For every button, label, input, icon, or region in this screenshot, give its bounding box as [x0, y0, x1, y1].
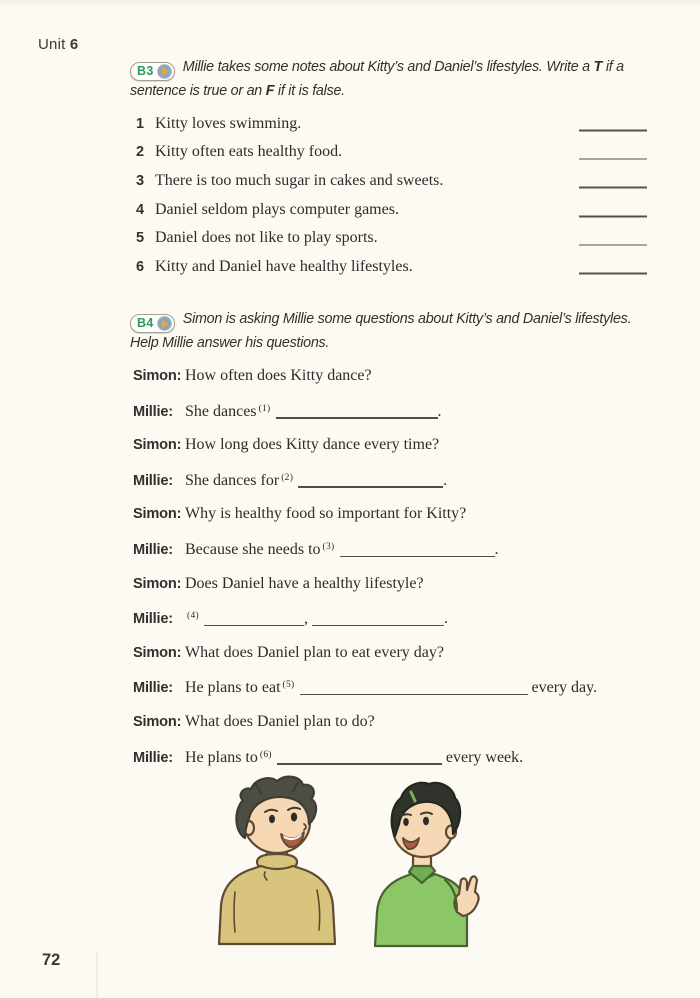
text-run: if it is false. [274, 82, 345, 99]
text-run: Because she needs to [185, 541, 321, 559]
dialogue-line [130, 675, 647, 699]
b4-instruction-text [130, 311, 631, 351]
blank-number: (3) [322, 542, 335, 553]
tf-item [130, 201, 647, 230]
speaker-label: Simon: [133, 714, 182, 730]
scan-spine-mark [96, 952, 98, 998]
page-content [130, 57, 647, 780]
dialogue-text [185, 642, 444, 663]
dialogue-text [185, 365, 372, 386]
b4-dialogue [130, 365, 647, 769]
item-number: 1 [136, 115, 145, 132]
dialogue-text [185, 468, 447, 491]
answer-blank [579, 215, 647, 217]
text-run: , [303, 610, 312, 628]
b4-instruction [130, 309, 647, 354]
tf-item [130, 229, 647, 258]
text-run: Why is healthy food so important for Kitty? [185, 505, 467, 523]
tf-item [130, 115, 647, 144]
dialogue-line [130, 711, 647, 733]
speaker-label: Simon: [133, 437, 182, 454]
answer-blank [579, 244, 647, 246]
b3-badge [130, 62, 175, 81]
speaker-label: Millie: [133, 611, 173, 628]
dialogue-line [130, 606, 647, 630]
text-run: She dances [185, 402, 257, 420]
blank-number: (4) [187, 611, 199, 622]
boy-left [219, 777, 335, 944]
item-number: 5 [136, 230, 145, 247]
audio-play-icon [157, 316, 172, 331]
answer-blank [276, 417, 438, 419]
speaker-label: Millie: [133, 542, 173, 559]
text-run: How often does Kitty dance? [185, 367, 372, 385]
text-run: T [593, 59, 603, 75]
blank-number: (2) [281, 472, 294, 483]
b4-badge-label: B4 [137, 316, 154, 331]
text-run: What does Daniel plan to do? [185, 713, 375, 730]
dialogue-line [130, 537, 647, 561]
dialogue-text [185, 573, 424, 594]
dialogue-text [185, 434, 439, 455]
text-run: if a sentence is true or an [130, 59, 624, 99]
text-run: every day. [527, 679, 598, 697]
b3-list [130, 115, 647, 287]
dialogue-text [185, 606, 448, 629]
answer-blank [204, 625, 304, 627]
text-run: . [437, 402, 442, 420]
text-run: What does Daniel plan to eat every day? [185, 643, 444, 661]
text-run: He plans to [185, 748, 258, 766]
speaker-label: Millie: [133, 749, 173, 766]
item-number: 4 [136, 201, 145, 218]
dialogue-text [185, 675, 597, 698]
blank-number: (5) [282, 680, 295, 691]
dialogue-text [185, 537, 499, 560]
answer-blank [300, 694, 528, 696]
speaker-label: Millie: [133, 403, 173, 420]
blank-number: (1) [258, 403, 271, 414]
unit-header [38, 36, 78, 53]
play-triangle-icon [162, 320, 169, 328]
text-run: Millie takes some notes about Kitty’s and Daniel’s lifestyles. Write a [182, 59, 594, 75]
blank-number: (6) [259, 749, 272, 760]
answer-blank [579, 187, 647, 189]
b3-instruction [130, 57, 647, 102]
audio-play-icon [157, 64, 172, 79]
text-run: She dances for [185, 471, 280, 489]
answer-blank [579, 158, 647, 160]
item-text: Kitty loves swimming. [155, 114, 302, 132]
speaker-label: Simon: [133, 506, 182, 523]
b4-section [130, 309, 647, 768]
b3-instruction-text [130, 59, 624, 99]
text-run: . [443, 610, 448, 628]
tf-item [130, 258, 647, 287]
tf-item [130, 172, 647, 201]
text-run: Does Daniel have a healthy lifestyle? [185, 574, 424, 592]
text-run: . [494, 541, 499, 559]
answer-blank [298, 486, 443, 488]
speaker-label: Simon: [133, 644, 182, 661]
speaker-label: Simon: [133, 575, 182, 592]
text-run: . [443, 471, 448, 489]
text-run: every week. [441, 748, 524, 766]
dialogue-text [185, 711, 375, 732]
unit-word: Unit [38, 36, 66, 53]
answer-blank [579, 273, 647, 275]
item-text: Kitty often eats healthy food. [155, 143, 343, 161]
dialogue-line [130, 468, 647, 492]
b3-badge-label: B3 [137, 64, 154, 78]
answer-blank [312, 625, 444, 627]
item-text: There is too much sugar in cakes and sweets. [155, 171, 444, 189]
item-text: Daniel seldom plays computer games. [155, 200, 399, 218]
b4-badge [130, 314, 175, 333]
unit-number: 6 [69, 36, 79, 53]
dialogue-line [130, 365, 647, 387]
answer-blank [277, 763, 442, 765]
dialogue-line [130, 503, 647, 525]
dialogue-text [185, 745, 523, 768]
page-number: 72 [42, 951, 61, 969]
answer-blank [579, 130, 647, 132]
dialogue-line [130, 434, 647, 456]
dialogue-line [130, 642, 647, 664]
text-run: F [265, 82, 275, 99]
item-number: 3 [136, 172, 145, 189]
item-number: 2 [136, 144, 145, 161]
item-number: 6 [136, 258, 145, 275]
speaker-label: Simon: [133, 368, 182, 385]
tf-item [130, 143, 647, 172]
dialogue-line [130, 745, 647, 769]
item-text: Daniel does not like to play sports. [155, 229, 378, 247]
play-triangle-icon [162, 67, 169, 75]
dialogue-text [185, 503, 466, 524]
speaker-label: Millie: [133, 472, 173, 489]
illustration-two-boys [205, 772, 495, 952]
dialogue-line [130, 399, 647, 423]
text-run: How long does Kitty dance every time? [185, 436, 440, 454]
dialogue-line [130, 573, 647, 595]
dialogue-text [185, 399, 442, 422]
speaker-label: Millie: [133, 680, 173, 697]
text-run: He plans to eat [185, 679, 281, 697]
text-run: Simon is asking Millie some questions about Kitty’s and Daniel’s lifestyles. Help Millie answer his questions. [130, 311, 632, 352]
answer-blank [340, 556, 495, 558]
item-text: Kitty and Daniel have healthy lifestyles. [155, 257, 413, 275]
boy-right [375, 783, 479, 946]
